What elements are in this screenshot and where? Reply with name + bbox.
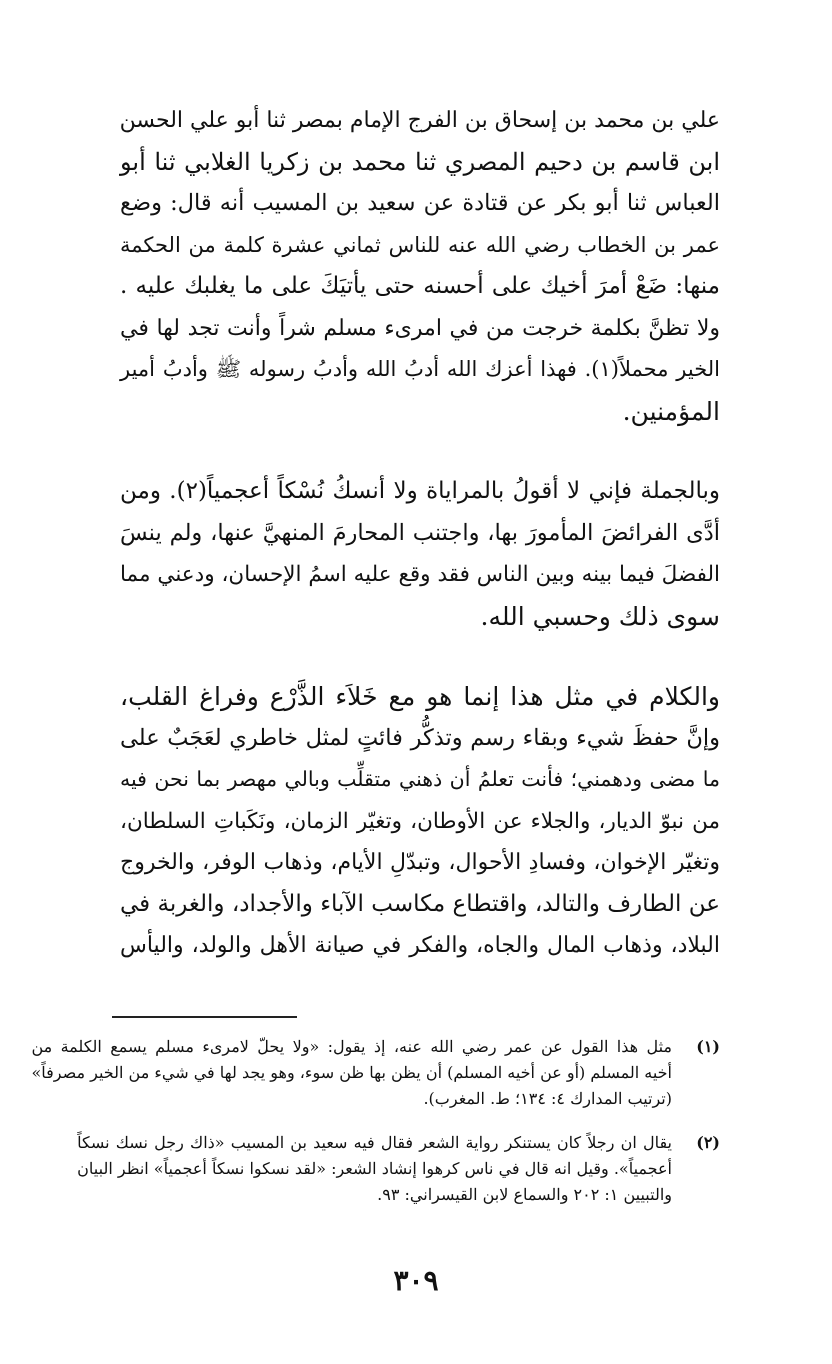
text-line: الفضلَ فيما بينه وبين الناس فقد وقع عليه اسمُ الإحسان، ودعني مما [120,562,720,587]
footnote-number: (٢) [696,1133,720,1152]
text-line: عمر بن الخطاب رضي الله عنه للناس ثماني عشرة كلمة من الحكمة [120,232,720,257]
footnote-line: والتبيين ١: ٢٠٢ والسماع لابن القيسراني: ٩٣. [377,1185,672,1204]
footnote-number: (١) [696,1037,720,1056]
footnote-divider [112,1016,297,1018]
text-line: ما مضى ودهمني؛ فأنت تعلمُ أن ذهني متقلِّب وبالي مهصر بما نحن فيه [120,767,720,791]
text-line: وتغيّر الإخوان، وفسادِ الأحوال، وتبدّلِ الأيام، وذهاب الوفر، والخروج [120,850,720,875]
paragraph-2 [120,471,720,637]
text-line: سوى ذلك وحسبي الله. [480,601,720,631]
text-line: البلاد، وذهاب المال والجاه، والفكر في صيانة الأهل والولد، واليأس [120,933,720,958]
footnote-2 [77,1130,720,1208]
text-line: ابن قاسم بن دحيم المصري ثنا محمد بن زكريا الغلابي ثنا أبو [120,147,720,176]
footnotes [31,1034,720,1226]
paragraph-1 [120,100,720,432]
text-line: وإنَّ حفظَ شيء وبقاء رسم وتذكُّر فائتٍ لمثل خاطري لعَجَبٌ على [120,724,720,751]
footnote-text [77,1130,672,1208]
footnote-line: يقال ان رجلاً كان يستنكر رواية الشعر فقال فيه سعيد بن المسيب «ذاك رجل نسك نسكاً [77,1133,672,1152]
footnote-line: أخيه المسلم (أو عن أخيه المسلم) أن يظن بها ظن سوء، وهو يجد لها في شيء من الخير مصرفاً» [31,1063,672,1082]
footnote-line: أعجمياً». وقيل انه قال في ناس كرهوا إنشاد الشعر: «لقد نسكوا نسكاً أعجمياً» انظر البيان [77,1159,672,1178]
footnote-line: (ترتيب المدارك ٤: ١٣٤؛ ط. المغرب). [423,1089,672,1108]
footnote-1 [31,1034,720,1112]
text-line: ولا تظنَّ بكلمة خرجت من في امرىء مسلم شراً وأنت تجد لها في [120,315,720,341]
text-line: والكلام في مثل هذا إنما هو مع خَلاَء الذَّرْع وفراغ القلب، [120,682,720,711]
main-text [120,100,720,967]
text-line: عن الطارف والتالد، واقتطاع مكاسب الآباء والأجداد، والغربة في [120,890,720,917]
text-line: من نبوّ الديار، والجلاء عن الأوطان، وتغيّر الزمان، ونَكَباتِ السلطان، [120,808,720,834]
footnote-text [31,1034,672,1112]
text-line: وبالجملة فإني لا أقولُ بالمراياة ولا أنسكُ نُسْكاً أعجمياً(٢). ومن [120,478,721,504]
text-line: منها: ضَعْ أمرَ أخيك على أحسنه حتى يأتيَكَ على ما يغلبك عليه . [120,273,720,299]
paragraph-3 [120,676,720,967]
text-line: الخير محملاً(١). فهذا أعزك الله أدبُ الله وأدبُ رسوله ﷺ وأدبُ أمير [120,357,720,381]
text-line: المؤمنين. [622,396,720,426]
text-line: أدَّى الفرائضَ المأمورَ بها، واجتنب المحارمَ المنهيَّ عنها، ولم ينسَ [120,519,720,546]
text-line: علي بن محمد بن إسحاق بن الفرج الإمام بمصر ثنا أبو علي الحسن [119,108,720,133]
page-number: ٣٠٩ [393,1264,439,1297]
footnote-line: مثل هذا القول عن عمر رضي الله عنه، إذ يقول: «ولا يحلّ لامرىء مسلم يسمع الكلمة من [31,1037,672,1056]
text-line: العباس ثنا أبو بكر عن قتادة عن سعيد بن المسيب أنه قال: وضع [120,190,720,216]
